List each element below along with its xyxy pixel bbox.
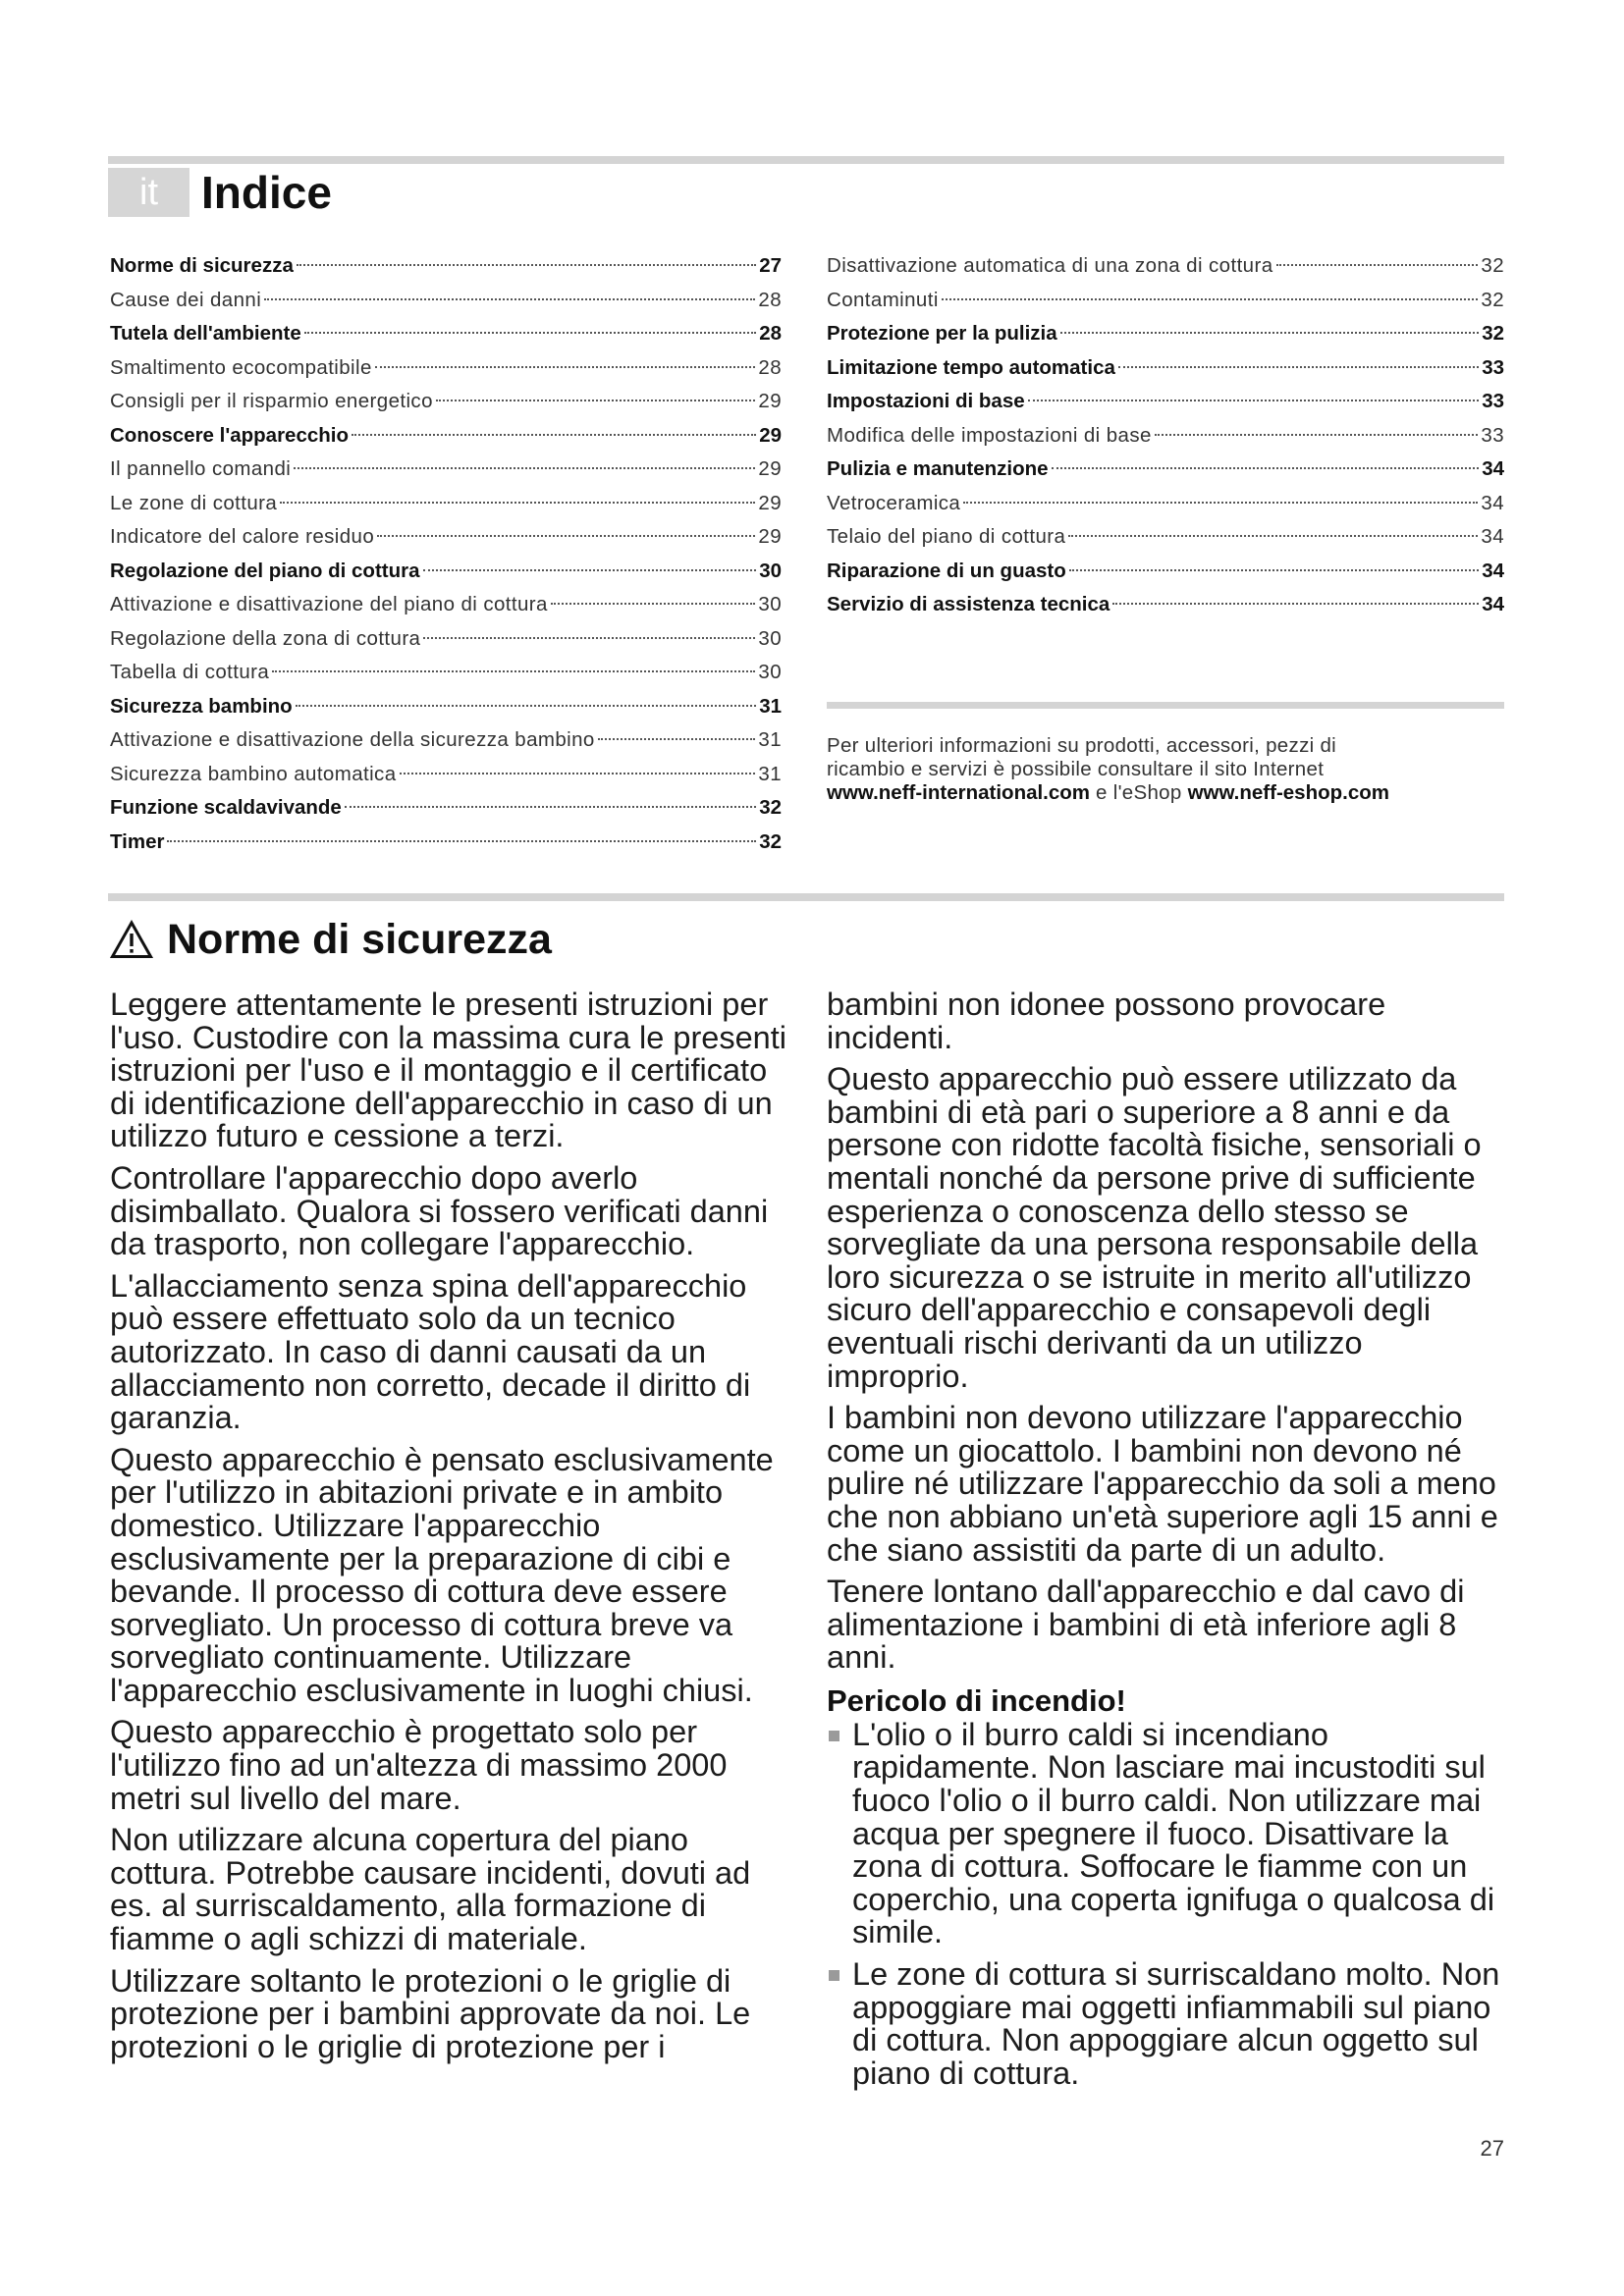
toc-leader-dots bbox=[297, 264, 756, 266]
info-connector: e l'eShop bbox=[1096, 781, 1182, 804]
toc-leader-dots bbox=[598, 738, 756, 740]
toc-entry-label: Cause dei danni bbox=[110, 288, 262, 311]
toc-entry-label: Vetroceramica bbox=[827, 491, 961, 514]
toc-entry-page: 31 bbox=[758, 728, 782, 751]
toc-entry-label: Smaltimento ecocompatibile bbox=[110, 355, 372, 379]
page-number: 27 bbox=[1480, 2136, 1504, 2161]
toc-entry[interactable] bbox=[827, 385, 1504, 419]
toc-entry-page: 28 bbox=[759, 322, 782, 345]
toc-right-column bbox=[827, 249, 1504, 622]
toc-entry-page: 32 bbox=[1481, 288, 1504, 311]
toc-entry[interactable] bbox=[827, 351, 1504, 386]
toc-entry-page: 30 bbox=[758, 661, 782, 683]
section-title-text: Norme di sicurezza bbox=[167, 915, 552, 963]
toc-entry[interactable] bbox=[110, 385, 782, 419]
toc-entry-page: 34 bbox=[1482, 457, 1504, 480]
toc-entry-page: 28 bbox=[758, 355, 782, 379]
body-right-column bbox=[827, 988, 1504, 2099]
toc-entry-page: 30 bbox=[759, 559, 782, 582]
bullet-square-icon bbox=[827, 1958, 852, 2090]
toc-entry[interactable] bbox=[827, 520, 1504, 555]
toc-entry-page: 32 bbox=[759, 796, 782, 819]
toc-leader-dots bbox=[1052, 467, 1480, 469]
toc-entry[interactable] bbox=[827, 284, 1504, 318]
toc-leader-dots bbox=[304, 332, 756, 334]
body-paragraph: Tenere lontano dall'apparecchio e dal cavo di alimentazione i bambini di età inferiore agli 8 anni. bbox=[827, 1574, 1465, 1676]
toc-leader-dots bbox=[1112, 603, 1479, 605]
toc-leader-dots bbox=[264, 298, 755, 300]
bullet-square-icon bbox=[827, 1719, 852, 1949]
toc-leader-dots bbox=[167, 840, 756, 842]
toc-entry-label: Tutela dell'ambiente bbox=[110, 322, 301, 345]
toc-entry[interactable] bbox=[827, 588, 1504, 622]
toc-entry[interactable] bbox=[110, 791, 782, 826]
eshop-link[interactable]: www.neff-eshop.com bbox=[1187, 781, 1389, 804]
toc-entry-label: Sicurezza bambino automatica bbox=[110, 762, 397, 785]
info-line: ricambio e servizi è possibile consultare il sito Internet bbox=[827, 758, 1325, 780]
toc-entry-label: Attivazione e disattivazione del piano di cottura bbox=[110, 593, 548, 615]
language-tag: it bbox=[108, 168, 189, 217]
toc-entry[interactable] bbox=[110, 317, 782, 351]
toc-entry[interactable] bbox=[827, 419, 1504, 454]
body-paragraph: Non utilizzare alcuna copertura del piano cottura. Potrebbe causare incidenti, dovuti ad es. al surriscaldamento, alla formazione di fiamme o agli schizzi di materiale. bbox=[110, 1822, 751, 1957]
toc-entry[interactable] bbox=[827, 555, 1504, 589]
toc-leader-dots bbox=[352, 434, 756, 436]
toc-entry-label: Indicatore del calore residuo bbox=[110, 525, 375, 548]
toc-entry-label: Attivazione e disattivazione della sicurezza bambino bbox=[110, 728, 595, 751]
toc-leader-dots bbox=[377, 535, 755, 537]
toc-entry-label: Pulizia e manutenzione bbox=[827, 457, 1049, 480]
fire-hazard-heading: Pericolo di incendio! bbox=[827, 1682, 1126, 1718]
toc-entry-page: 34 bbox=[1482, 593, 1504, 615]
toc-entry[interactable] bbox=[827, 487, 1504, 521]
toc-entry-page: 30 bbox=[758, 593, 782, 615]
warning-icon bbox=[110, 920, 153, 959]
toc-entry-label: Servizio di assistenza tecnica bbox=[827, 593, 1110, 615]
toc-entry[interactable] bbox=[827, 317, 1504, 351]
toc-entry[interactable] bbox=[110, 690, 782, 724]
section-title bbox=[110, 905, 552, 974]
website-link[interactable]: www.neff-international.com bbox=[827, 781, 1091, 804]
toc-entry-label: Le zone di cottura bbox=[110, 491, 278, 514]
toc-entry-page: 34 bbox=[1482, 559, 1504, 582]
toc-leader-dots bbox=[1069, 569, 1479, 571]
toc-entry-label: Impostazioni di base bbox=[827, 390, 1025, 412]
toc-entry[interactable] bbox=[110, 622, 782, 657]
toc-leader-dots bbox=[294, 467, 755, 469]
toc-entry[interactable] bbox=[110, 758, 782, 792]
toc-title: Indice bbox=[201, 167, 332, 218]
toc-entry-label: Funzione scaldavivande bbox=[110, 796, 342, 819]
info-box bbox=[827, 734, 1504, 805]
toc-entry-page: 33 bbox=[1482, 390, 1504, 412]
body-left-column bbox=[110, 988, 787, 2072]
toc-entry-page: 30 bbox=[758, 626, 782, 650]
toc-entry-label: Contaminuti bbox=[827, 288, 939, 311]
body-paragraph: L'allacciamento senza spina dell'apparecchio può essere effettuato solo da un tecnico autorizzato. In caso di danni causati da un allacciamento non corretto, decade il diritto di garanzia. bbox=[110, 1267, 751, 1436]
body-paragraph: Questo apparecchio è pensato esclusivamente per l'utilizzo in abitazioni private e in ambito domestico. Utilizzare l'apparecchio esclusivamente per la preparazione di cibi e bevande. Il processo di cottura deve essere sorvegliato. Un processo di cottura breve va sorvegliato continuamente. Utilizzare l'apparecchio esclusivamente in luoghi chiusi. bbox=[110, 1441, 774, 1708]
toc-entry-page: 31 bbox=[759, 694, 782, 718]
toc-entry-label: Limitazione tempo automatica bbox=[827, 355, 1115, 379]
toc-entry-page: 29 bbox=[758, 390, 782, 412]
toc-entry[interactable] bbox=[827, 249, 1504, 284]
toc-leader-dots bbox=[375, 366, 756, 368]
toc-entry[interactable] bbox=[110, 453, 782, 487]
toc-leader-dots bbox=[436, 400, 756, 401]
toc-leader-dots bbox=[963, 502, 1478, 504]
toc-entry[interactable] bbox=[110, 826, 782, 860]
toc-leader-dots bbox=[1060, 332, 1480, 334]
toc-entry-page: 32 bbox=[1482, 322, 1504, 345]
toc-entry-label: Norme di sicurezza bbox=[110, 254, 294, 277]
body-paragraph: I bambini non devono utilizzare l'apparecchio come un giocattolo. I bambini non devono né pulire né utilizzare l'apparecchio da soli a meno che non abbiano un'età superiore agli 15 anni e che siano assistiti da parte di un adulto. bbox=[827, 1400, 1498, 1568]
toc-entry-page: 29 bbox=[758, 457, 782, 480]
toc-entry-label: Sicurezza bambino bbox=[110, 694, 293, 718]
toc-entry-page: 29 bbox=[758, 491, 782, 514]
toc-leader-dots bbox=[942, 298, 1479, 300]
body-paragraph: Leggere attentamente le presenti istruzioni per l'uso. Custodire con la massima cura le presenti istruzioni per l'uso e il montaggio e il certificato di identificazione dell'apparecchio in caso di un utilizzo futuro e cessione a terzi. bbox=[110, 987, 787, 1154]
toc-leader-dots bbox=[1068, 535, 1478, 537]
toc-entry-label: Modifica delle impostazioni di base bbox=[827, 423, 1152, 447]
toc-entry-page: 29 bbox=[759, 423, 782, 447]
toc-entry[interactable] bbox=[110, 520, 782, 555]
bullet-item bbox=[827, 1716, 1504, 1950]
toc-entry[interactable] bbox=[110, 487, 782, 521]
toc-leader-dots bbox=[1118, 366, 1479, 368]
toc-leader-dots bbox=[272, 670, 755, 672]
toc-entry-page: 33 bbox=[1482, 355, 1504, 379]
toc-entry-page: 27 bbox=[759, 254, 782, 277]
toc-entry-label: Conoscere l'apparecchio bbox=[110, 423, 349, 447]
toc-entry-label: Regolazione della zona di cottura bbox=[110, 626, 421, 650]
toc-entry[interactable] bbox=[110, 588, 782, 622]
body-paragraph: Controllare l'apparecchio dopo averlo disimballato. Qualora si fossero verificati danni da trasporto, non collegare l'apparecchio. bbox=[110, 1159, 769, 1262]
bullet-item bbox=[827, 1958, 1504, 2090]
bullet-text: Le zone di cottura si surriscaldano molto. Non appoggiare mai oggetti infiammabili sul piano di cottura. Non appoggiare alcun oggetto sul piano di cottura. bbox=[852, 1956, 1500, 2091]
toc-leader-dots bbox=[1276, 264, 1479, 266]
toc-entry[interactable] bbox=[110, 723, 782, 758]
toc-left-column bbox=[110, 249, 782, 859]
toc-entry-page: 34 bbox=[1481, 491, 1504, 514]
body-paragraph: Questo apparecchio è progettato solo per l'utilizzo fino ad un'altezza di massimo 2000 metri sul livello del mare. bbox=[110, 1714, 728, 1816]
toc-entry-label: Protezione per la pulizia bbox=[827, 322, 1057, 345]
toc-leader-dots bbox=[423, 637, 755, 639]
body-paragraph: Utilizzare soltanto le protezioni o le griglie di protezione per i bambini approvate da noi. Le protezioni o le griglie di protezione per i bbox=[110, 1962, 751, 2064]
toc-entry-label: Telaio del piano di cottura bbox=[827, 525, 1066, 548]
toc-leader-dots bbox=[400, 773, 756, 774]
toc-entry[interactable] bbox=[110, 249, 782, 284]
toc-leader-dots bbox=[280, 502, 755, 504]
toc-entry[interactable] bbox=[110, 284, 782, 318]
toc-leader-dots bbox=[551, 603, 756, 605]
toc-leader-dots bbox=[423, 569, 757, 571]
section-rule bbox=[108, 893, 1504, 901]
toc-entry-label: Il pannello comandi bbox=[110, 457, 292, 480]
toc-entry-page: 28 bbox=[758, 288, 782, 311]
toc-leader-dots bbox=[1155, 434, 1479, 436]
toc-entry-label: Consigli per il risparmio energetico bbox=[110, 390, 433, 412]
toc-entry-label: Disattivazione automatica di una zona di cottura bbox=[827, 254, 1273, 277]
toc-entry-page: 31 bbox=[758, 762, 782, 785]
info-rule bbox=[827, 702, 1504, 709]
toc-entry[interactable] bbox=[827, 453, 1504, 487]
toc-leader-dots bbox=[345, 806, 756, 808]
toc-entry-label: Riparazione di un guasto bbox=[827, 559, 1066, 582]
toc-entry[interactable] bbox=[110, 656, 782, 690]
body-paragraph: bambini non idonee possono provocare incidenti. bbox=[827, 987, 1386, 1055]
info-line: Per ulteriori informazioni su prodotti, accessori, pezzi di bbox=[827, 734, 1337, 757]
bullet-text: L'olio o il burro caldi si incendiano rapidamente. Non lasciare mai incustoditi sul fuoco l'olio o il burro caldi. Non utilizzare mai acqua per spegnere il fuoco. Disattivare la zona di cottura. Soffocare le fiamme con un coperchio, una coperta ignifuga o qualcosa di simile. bbox=[852, 1716, 1495, 1950]
toc-entry-page: 29 bbox=[758, 525, 782, 548]
toc-entry-label: Tabella di cottura bbox=[110, 661, 270, 683]
toc-entry[interactable] bbox=[110, 555, 782, 589]
toc-entry-page: 34 bbox=[1481, 525, 1504, 548]
toc-entry-page: 32 bbox=[759, 829, 782, 853]
toc-entry-page: 32 bbox=[1481, 254, 1504, 277]
info-links bbox=[827, 781, 1504, 805]
toc-entry[interactable] bbox=[110, 351, 782, 386]
toc-entry-label: Timer bbox=[110, 829, 165, 853]
toc-entry-label: Regolazione del piano di cottura bbox=[110, 559, 420, 582]
toc-entry-page: 33 bbox=[1481, 423, 1504, 447]
toc-leader-dots bbox=[1028, 400, 1480, 401]
toc-entry[interactable] bbox=[110, 419, 782, 454]
body-paragraph: Questo apparecchio può essere utilizzato da bambini di età pari o superiore a 8 anni e da persone con ridotte facoltà fisiche, sensoriali o mentali nonché da persone prive di sufficiente esperienza o conoscenza dello stesso se sorvegliate da una persona responsabile della loro sicurezza o se istruite in merito all'utilizzo sicuro dell'apparecchio e consapevoli degli eventuali rischi derivanti da un utilizzo improprio. bbox=[827, 1061, 1482, 1394]
toc-leader-dots bbox=[296, 705, 757, 707]
